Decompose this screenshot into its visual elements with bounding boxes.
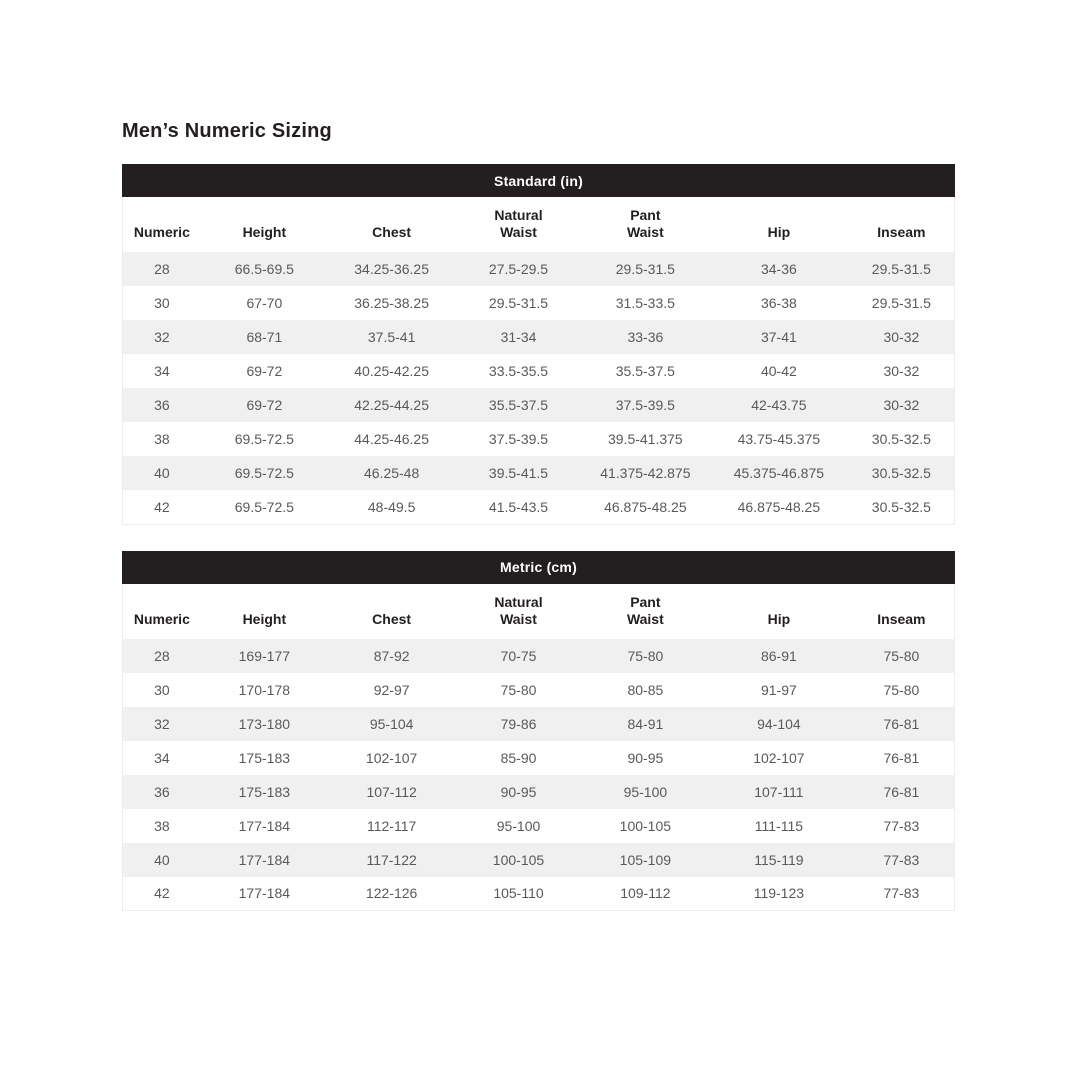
- column-header-label: Inseam: [877, 224, 926, 240]
- metric-table-header-label: Metric (cm): [500, 559, 577, 575]
- table-cell: 94-104: [757, 715, 801, 732]
- table-cell: 34: [154, 749, 170, 766]
- column-header-label: Numeric: [133, 610, 190, 627]
- column-header-pant-waist: [582, 197, 709, 252]
- column-header-label: Waist: [626, 610, 664, 627]
- table-cell: 70-75: [500, 647, 537, 664]
- table-row: [123, 673, 955, 707]
- table-cell: 100-105: [619, 817, 672, 834]
- table-cell: 40.25-42.25: [354, 363, 429, 379]
- column-header-label: Hip: [767, 610, 791, 627]
- table-cell: 95-104: [369, 715, 414, 732]
- table-row: [123, 741, 955, 775]
- table-cell: 28: [154, 261, 170, 277]
- table-cell: 109-112: [620, 885, 671, 902]
- table-row: [123, 422, 955, 456]
- table-cell: 85-90: [500, 749, 537, 766]
- column-header-label: Waist: [626, 224, 664, 240]
- column-header-label: Hip: [767, 224, 791, 240]
- table-cell: 115-119: [754, 851, 804, 868]
- table-cell: 37.5-41: [367, 329, 416, 345]
- table-row: [123, 354, 955, 388]
- table-cell: 84-91: [627, 715, 664, 732]
- table-cell: 30.5-32.5: [871, 431, 931, 447]
- table-cell: 34.25-36.25: [354, 261, 429, 277]
- table-cell: 30.5-32.5: [871, 465, 931, 481]
- column-header-label: Height: [242, 224, 287, 240]
- column-header-height: [201, 584, 328, 639]
- column-header-label: Numeric: [133, 224, 190, 240]
- table-row: [123, 388, 955, 422]
- column-header-label: Waist: [500, 224, 537, 240]
- standard-table-header-label: Standard (in): [494, 172, 583, 189]
- table-cell: 76-81: [883, 783, 920, 800]
- table-cell: 30-32: [883, 363, 920, 379]
- table-row: [123, 775, 955, 809]
- size-chart-page: [122, 120, 955, 911]
- table-row: [123, 877, 955, 911]
- table-cell: 90-95: [627, 749, 664, 766]
- table-cell: 35.5-37.5: [615, 363, 675, 379]
- table-cell: 38: [154, 431, 170, 447]
- table-cell: 117-122: [366, 851, 417, 868]
- column-header-chest: [328, 197, 455, 252]
- table-cell: 30-32: [883, 329, 920, 345]
- standard-table-body: [123, 252, 955, 524]
- table-cell: 36: [154, 783, 170, 800]
- column-header-hip: [709, 197, 849, 252]
- column-header-label: Pant: [630, 593, 661, 610]
- table-cell: 170-178: [238, 681, 291, 698]
- table-cell: 177-184: [238, 817, 291, 834]
- column-header-hip: [709, 584, 849, 639]
- table-cell: 42.25-44.25: [354, 397, 429, 413]
- table-cell: 102-107: [753, 749, 805, 766]
- table-cell: 119-123: [753, 885, 805, 902]
- table-cell: 33.5-35.5: [488, 363, 549, 379]
- column-header-inseam: [849, 584, 955, 639]
- table-cell: 42: [154, 498, 170, 515]
- table-cell: 177-184: [238, 851, 291, 868]
- table-cell: 30: [154, 681, 170, 698]
- table-cell: 112-117: [366, 817, 417, 834]
- table-cell: 122-126: [365, 885, 418, 902]
- table-cell: 34-36: [760, 261, 797, 277]
- table-cell: 29.5-31.5: [488, 295, 549, 311]
- column-header-chest: [328, 584, 455, 639]
- table-cell: 39.5-41.375: [607, 431, 683, 447]
- column-header-height: [201, 197, 328, 252]
- column-header-natural-waist: [455, 197, 581, 252]
- page-title: Men’s Numeric Sizing: [122, 120, 332, 142]
- table-row: [123, 252, 955, 286]
- table-cell: 46.875-48.25: [737, 498, 821, 515]
- table-cell: 77-83: [883, 885, 920, 902]
- table-row: [123, 639, 955, 673]
- table-cell: 35.5-37.5: [488, 397, 549, 413]
- table-cell: 177-184: [238, 885, 291, 902]
- table-row: [123, 456, 955, 490]
- table-cell: 41.375-42.875: [600, 465, 691, 481]
- table-cell: 66.5-69.5: [234, 261, 294, 277]
- table-cell: 107-112: [366, 783, 417, 800]
- column-header-label: Inseam: [877, 610, 926, 627]
- metric-size-table: [122, 584, 955, 912]
- metric-table-body: [123, 639, 955, 911]
- standard-size-table: [122, 197, 955, 525]
- table-cell: 30.5-32.5: [871, 498, 931, 515]
- table-cell: 75-80: [500, 681, 537, 698]
- metric-table-section: [122, 551, 955, 912]
- table-row: [123, 809, 955, 843]
- table-cell: 30-32: [883, 397, 920, 413]
- table-cell: 29.5-31.5: [871, 295, 931, 311]
- table-cell: 92-97: [373, 681, 410, 698]
- table-cell: 95-100: [623, 783, 668, 800]
- table-row: [123, 286, 955, 320]
- table-cell: 46.25-48: [363, 465, 420, 481]
- table-cell: 68-71: [246, 329, 283, 345]
- column-header-numeric: [123, 197, 201, 252]
- table-cell: 105-109: [619, 851, 672, 868]
- table-cell: 87-92: [373, 647, 410, 664]
- column-header-label: Natural: [494, 207, 543, 223]
- table-cell: 75-80: [883, 647, 920, 664]
- table-cell: 32: [154, 715, 170, 732]
- table-cell: 36: [154, 397, 170, 413]
- table-cell: 37-41: [760, 329, 797, 345]
- table-cell: 31.5-33.5: [615, 295, 675, 311]
- column-header-inseam: [849, 197, 955, 252]
- table-cell: 69.5-72.5: [234, 465, 294, 481]
- table-cell: 40: [154, 465, 170, 481]
- column-header-label: Waist: [500, 610, 537, 627]
- table-cell: 75-80: [883, 681, 920, 698]
- metric-table-header-bar: [122, 551, 955, 584]
- column-header-label: Chest: [372, 224, 412, 240]
- column-header-natural-waist: [455, 584, 581, 639]
- table-cell: 111-115: [754, 817, 804, 834]
- column-header-row: [123, 197, 955, 252]
- table-cell: 86-91: [760, 647, 797, 664]
- column-header-label: Pant: [630, 207, 661, 223]
- table-cell: 27.5-29.5: [488, 261, 549, 277]
- table-cell: 91-97: [760, 681, 797, 698]
- standard-table-section: [122, 164, 955, 525]
- table-cell: 76-81: [883, 715, 920, 732]
- table-row: [123, 843, 955, 877]
- table-cell: 100-105: [492, 851, 545, 868]
- table-cell: 69.5-72.5: [234, 498, 294, 515]
- table-row: [123, 707, 955, 741]
- table-cell: 69-72: [246, 397, 283, 413]
- column-header-label: Natural: [494, 593, 543, 610]
- table-cell: 36.25-38.25: [354, 295, 429, 311]
- table-cell: 95-100: [496, 817, 541, 834]
- table-cell: 77-83: [883, 817, 920, 834]
- table-cell: 105-110: [493, 885, 544, 902]
- table-cell: 44.25-46.25: [354, 431, 429, 447]
- table-cell: 45.375-46.875: [733, 465, 825, 481]
- table-row: [123, 490, 955, 524]
- table-cell: 175-183: [238, 783, 291, 800]
- table-cell: 102-107: [365, 749, 418, 766]
- table-cell: 29.5-31.5: [615, 261, 675, 277]
- table-cell: 76-81: [883, 749, 920, 766]
- column-header-numeric: [123, 584, 201, 639]
- table-cell: 107-111: [754, 783, 804, 800]
- table-cell: 36-38: [760, 295, 797, 311]
- table-cell: 39.5-41.5: [488, 465, 549, 481]
- column-header-pant-waist: [582, 584, 709, 639]
- table-cell: 40-42: [760, 363, 797, 379]
- table-cell: 175-183: [238, 749, 291, 766]
- table-cell: 90-95: [500, 783, 537, 800]
- table-cell: 67-70: [246, 295, 283, 311]
- table-cell: 43.75-45.375: [737, 431, 821, 447]
- table-cell: 40: [154, 851, 170, 868]
- table-cell: 29.5-31.5: [871, 261, 931, 277]
- column-header-row: [123, 584, 955, 639]
- table-cell: 38: [154, 817, 170, 834]
- table-cell: 37.5-39.5: [615, 397, 675, 413]
- table-cell: 79-86: [500, 715, 537, 732]
- table-cell: 37.5-39.5: [488, 431, 549, 447]
- table-cell: 48-49.5: [367, 498, 416, 515]
- table-cell: 32: [154, 329, 170, 345]
- table-cell: 77-83: [883, 851, 920, 868]
- table-cell: 31-34: [500, 329, 537, 345]
- table-cell: 41.5-43.5: [488, 498, 549, 515]
- table-cell: 28: [154, 647, 170, 664]
- table-cell: 42: [154, 885, 170, 902]
- table-cell: 42-43.75: [751, 397, 807, 413]
- standard-table-header-bar: [122, 164, 955, 197]
- table-cell: 30: [154, 295, 170, 311]
- table-cell: 169-177: [238, 647, 291, 664]
- table-cell: 34: [154, 363, 170, 379]
- table-cell: 69.5-72.5: [234, 431, 294, 447]
- table-cell: 33-36: [627, 329, 664, 345]
- table-cell: 80-85: [627, 681, 664, 698]
- table-cell: 46.875-48.25: [604, 498, 687, 515]
- table-cell: 75-80: [627, 647, 664, 664]
- table-cell: 69-72: [246, 363, 283, 379]
- table-cell: 173-180: [238, 715, 291, 732]
- column-header-label: Height: [242, 610, 287, 627]
- column-header-label: Chest: [372, 610, 412, 627]
- table-row: [123, 320, 955, 354]
